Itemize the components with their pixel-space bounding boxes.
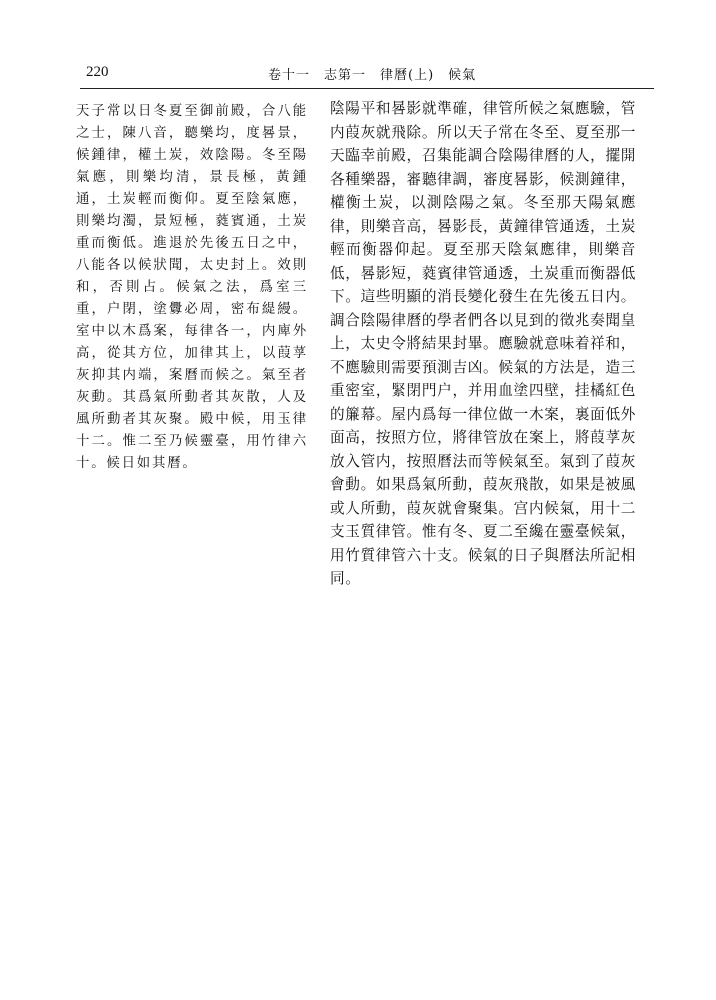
original-text-column: 天子常以日冬夏至御前殿，合八能之士，陳八音，聽樂均，度晷景，候鍾律，權土炭，效陰陽。冬至陽氣應，則樂均清，景長極，黃鍾通，土炭輕而衡仰。夏至陰氣應，則樂均濁，景短極，蕤賓通，土炭重而衡低。進退於先後五日之中，八能各以候狀聞，太史封上。效則和，否則占。候氣之法，爲室三重，户閉，塗釁必周，密布緹縵。室中以木爲案，每律各一，内庳外高，從其方位，加律其上，以葭莩灰抑其内端，案曆而候之。氣至者灰動。其爲氣所動者其灰散，人及風所動者其灰聚。殿中候，用玉律十二。惟二至乃候靈臺，用竹律六十。候日如其曆。	[76, 104, 308, 471]
section-title: 候氣	[448, 68, 477, 83]
translation-text-column: 陰陽平和晷影就準確，律管所候之氣應驗，管内葭灰就飛除。所以天子常在冬至、夏至那一天臨幸前殿，召集能調合陰陽律曆的人，擺開各種樂器，審聽律調，審度晷影，候測鐘律，權衡土炭，以測陰陽之氣。冬至那天陽氣應律，則樂音高，晷影長，黃鐘律管通透，土炭輕而衡器仰起。夏至那天陰氣應律，則樂音低，晷影短，蕤賓律管通透，土炭重而衡器低下。這些明顯的消長變化發生在先後五日内。調合陰陽律曆的學者們各以見到的徵兆奏聞皇上，太史令將結果封畢。應驗就意味着祥和，不應驗則需要預測吉凶。候氣的方法是，造三重密室，緊閉門户，并用血塗四壁，挂橘紅色的簾幕。屋内爲每一律位做一木案，裏面低外面高，按照方位，將律管放在案上，將葭莩灰放入管内，按照曆法而等候氣至。氣到了葭灰會動。如果爲氣所動，葭灰飛散，如果是被風或人所動，葭灰就會聚集。宫内候氣，用十二支玉質律管。惟有冬、夏二至纔在靈臺候氣，用竹質律管六十支。候氣的日子與曆法所記相同。	[330, 100, 636, 587]
running-head	[268, 64, 476, 83]
running-title: 卷十一 志第一 律曆(上)	[268, 68, 435, 83]
header-rule	[80, 88, 654, 89]
page-number: 220	[86, 64, 109, 80]
